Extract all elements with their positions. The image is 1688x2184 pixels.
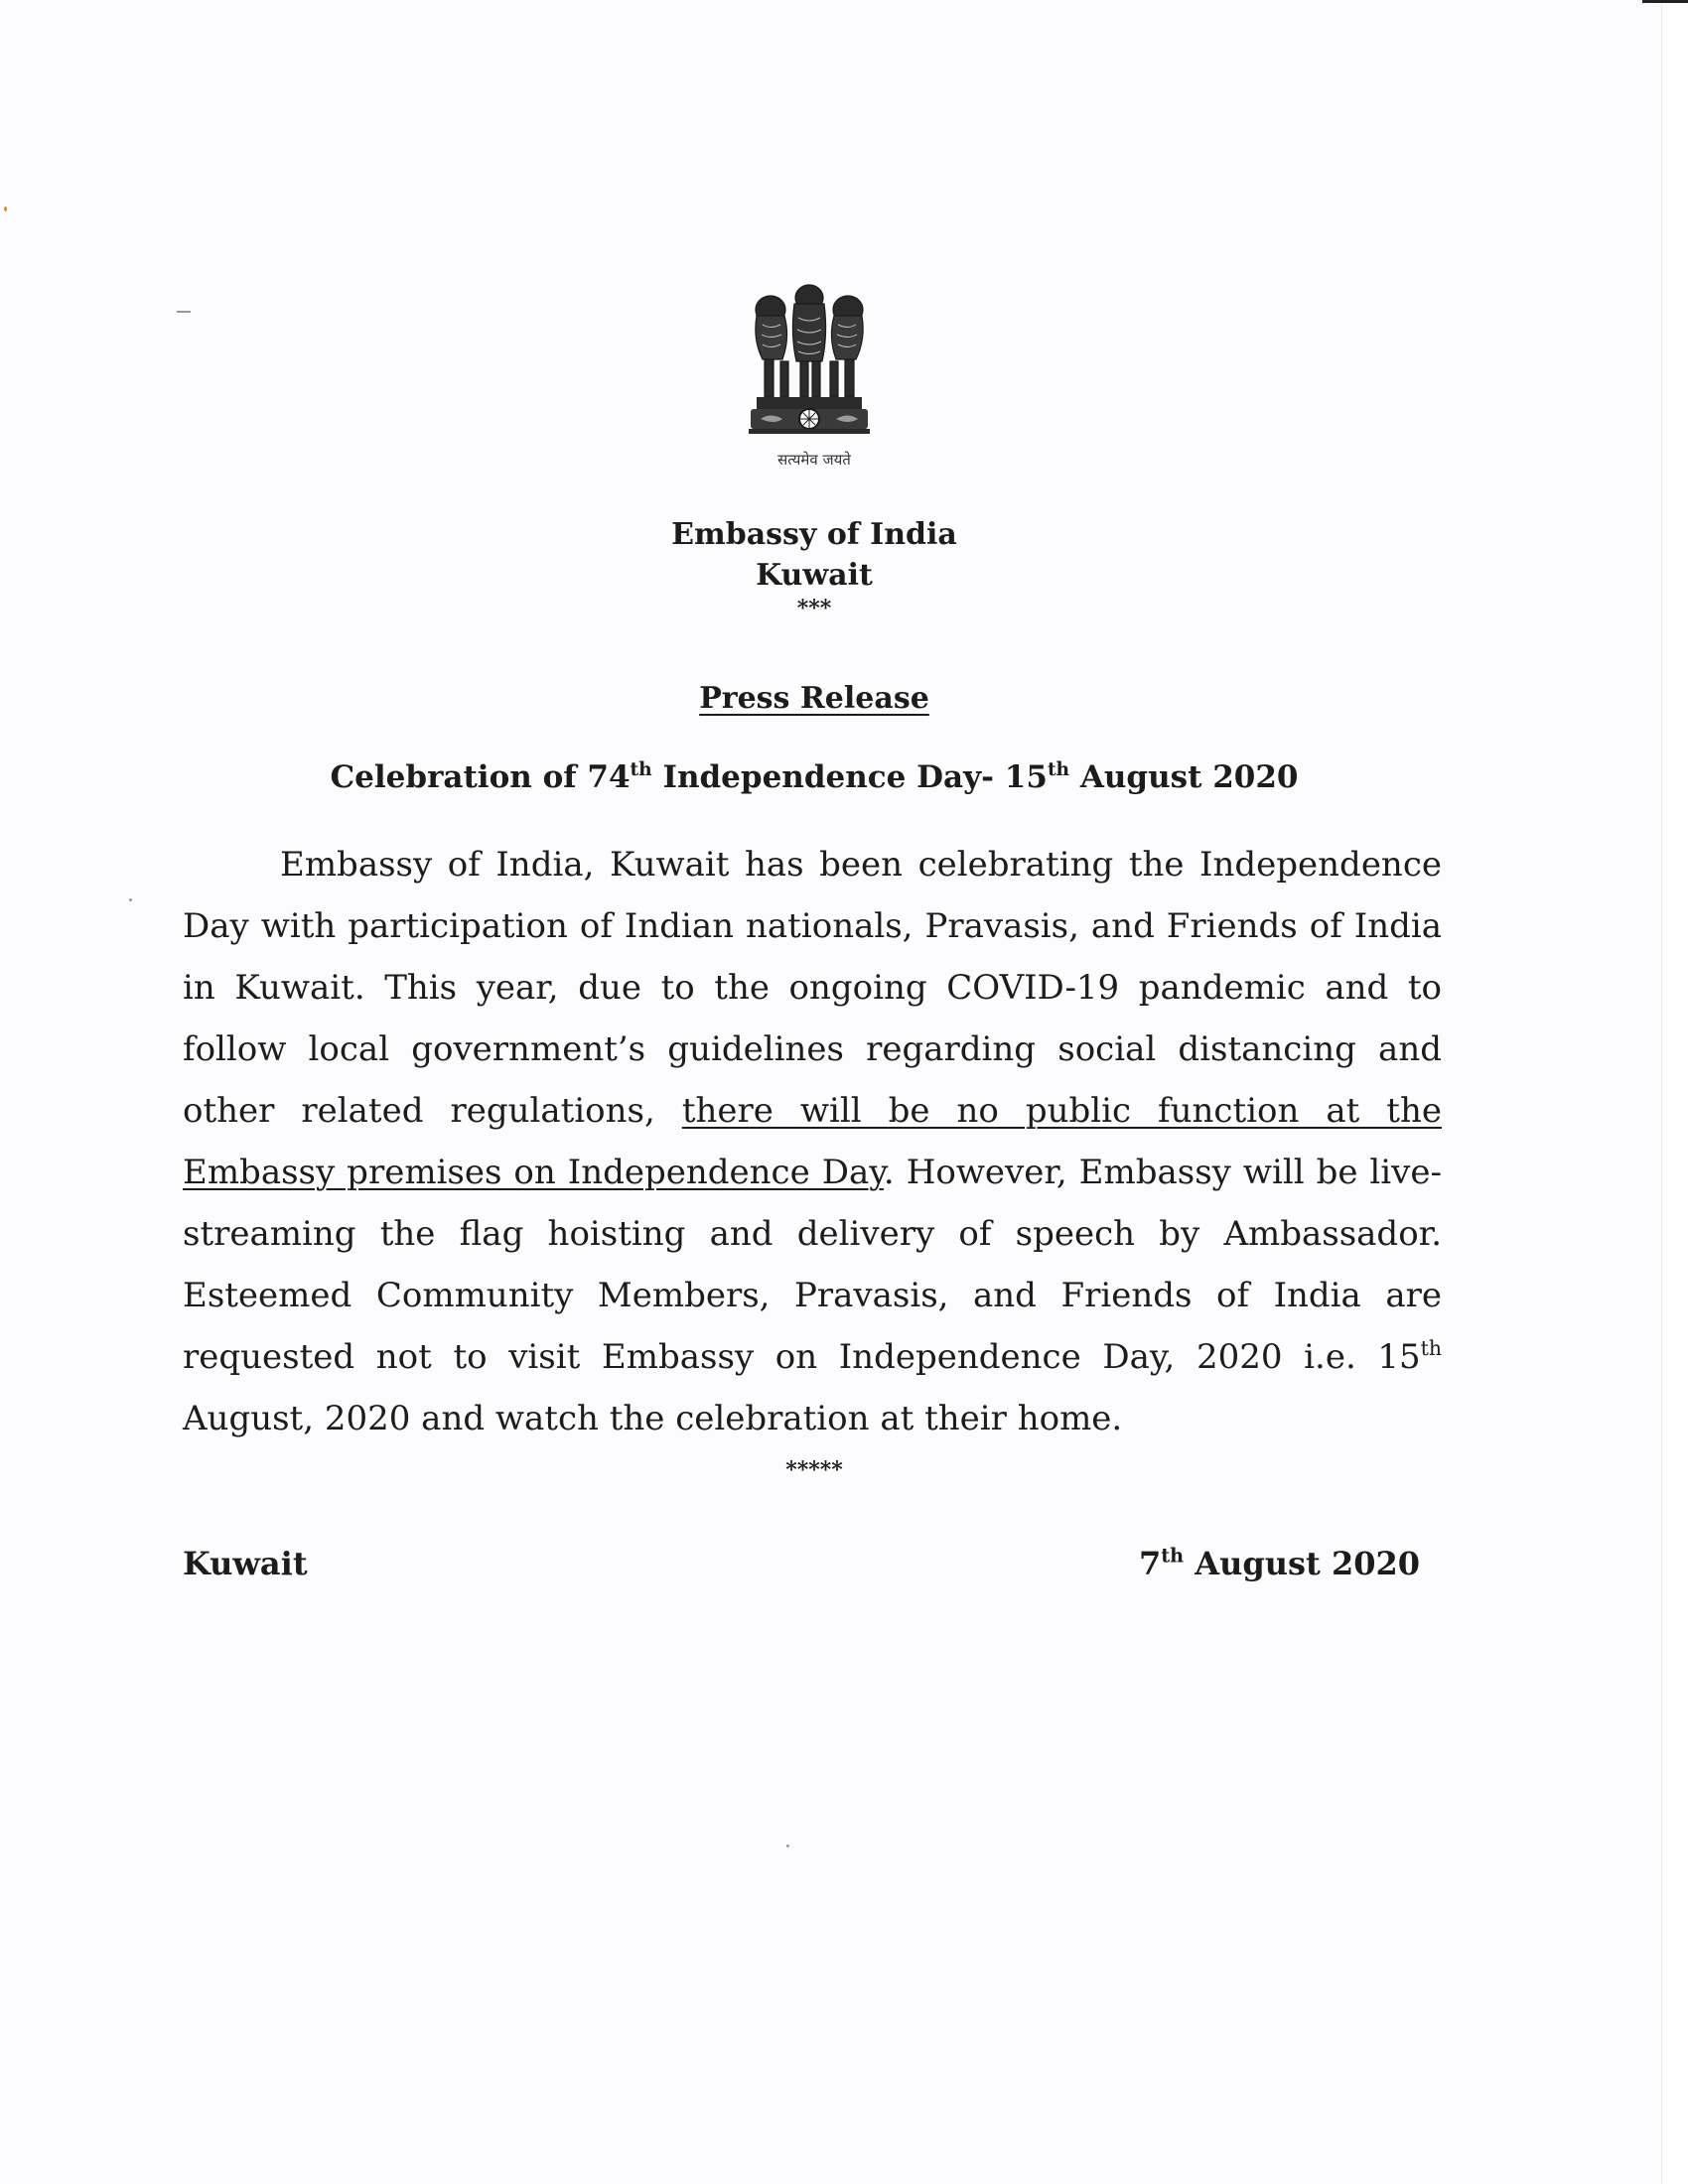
scan-mark bbox=[1642, 0, 1688, 3]
header-divider: *** bbox=[796, 596, 832, 621]
body-paragraph bbox=[183, 834, 1442, 1449]
document-type: Press Release bbox=[699, 681, 929, 716]
scan-speck bbox=[4, 206, 7, 211]
end-mark: ***** bbox=[785, 1457, 843, 1483]
org-city: Kuwait bbox=[756, 558, 873, 593]
body-text: August, 2020 and watch the celebration at their home. bbox=[183, 1399, 1123, 1438]
underlined-notice: there will be no public function at the Embassy premises on Independence Day bbox=[183, 1091, 1442, 1192]
scan-speck bbox=[177, 311, 191, 313]
ordinal-suffix: th bbox=[1047, 758, 1070, 780]
document-subject bbox=[0, 757, 1628, 798]
subject-text: Celebration of 74 bbox=[330, 759, 631, 795]
subject-text: August 2020 bbox=[1069, 759, 1299, 795]
ordinal-suffix: th bbox=[1161, 1544, 1185, 1568]
org-name: Embassy of India bbox=[671, 517, 957, 552]
ordinal-suffix: th bbox=[630, 758, 652, 780]
footer-place: Kuwait bbox=[183, 1545, 308, 1582]
emblem-motto: सत्यमेव जयते bbox=[777, 451, 851, 469]
subject-text: Independence Day- 15 bbox=[651, 759, 1048, 795]
page-right-edge bbox=[1661, 0, 1688, 2184]
ordinal-suffix: th bbox=[1420, 1335, 1442, 1360]
footer-date bbox=[1139, 1545, 1420, 1582]
date-day: 7 bbox=[1139, 1545, 1162, 1582]
body-text: Embassy of India, Kuwait has been celebrating the Independence Day with participation of Indian nationals, Pravasis, and Friends of India in Kuwait. This year, due to the ongoing COVID-19 pandemic and to follow local government’s guidelines regarding social distancing and other related regulations, bbox=[183, 845, 1442, 1131]
national-emblem-icon bbox=[735, 280, 884, 454]
date-rest: August 2020 bbox=[1184, 1545, 1420, 1582]
body-text: . However, Embassy will be live-streaming the flag hoisting and delivery of speech by Ambassador. Esteemed Community Members, Pravasis, and Friends of India are requested not to visit Embassy on Independence Day, 2020 i.e. 15 bbox=[183, 1153, 1442, 1377]
scan-speck bbox=[129, 898, 132, 901]
scan-speck bbox=[786, 1844, 789, 1847]
